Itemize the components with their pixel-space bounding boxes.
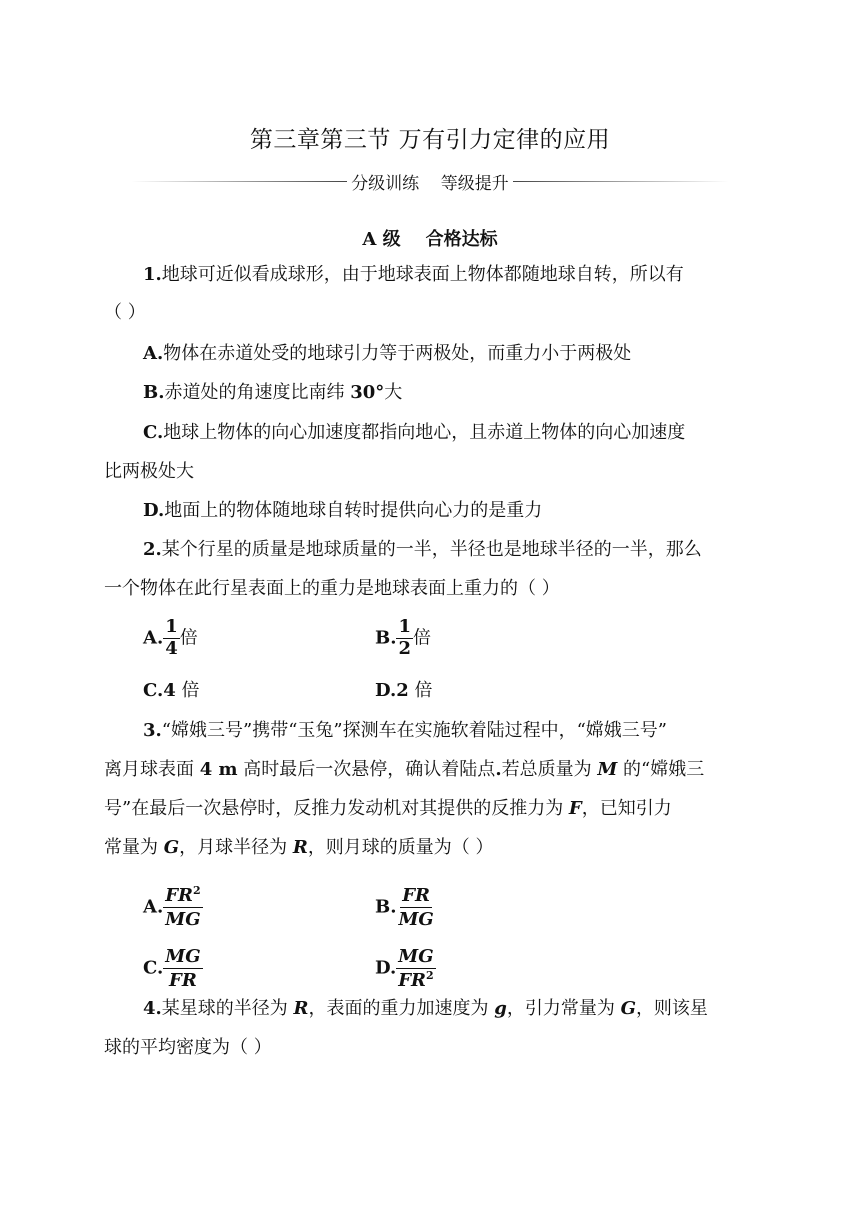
fraction-numerator: 1 <box>165 616 178 637</box>
fraction-denominator <box>396 908 435 930</box>
question-2-number: 2. <box>143 539 162 560</box>
question-3-option-b <box>375 885 436 930</box>
numerator-text: MG <box>165 946 201 967</box>
option-text: 地球上物体的向心加速度都指向地心，且赤道上物体的向心加速度 <box>163 422 686 443</box>
question-3-line1 <box>143 718 803 744</box>
text-run: 某星球的半径为 <box>161 998 294 1019</box>
question-1-option-a <box>143 341 803 367</box>
option-tail: 大 <box>384 382 403 403</box>
question-1-option-b <box>143 380 803 406</box>
question-4-number: 4. <box>143 998 162 1019</box>
fraction-denominator <box>396 969 435 991</box>
question-3-line3 <box>104 796 764 822</box>
fraction <box>396 885 435 930</box>
denominator-text: FR <box>169 969 197 991</box>
question-1-stem-line2: （ ） <box>104 302 146 323</box>
denominator-text: FR <box>398 969 426 991</box>
variable-r: R <box>292 837 308 858</box>
option-label: C. <box>143 957 164 979</box>
question-3-line2 <box>104 757 764 783</box>
section-heading: A 级 合格达标 <box>362 229 498 250</box>
option-label: A. <box>143 343 164 364</box>
question-3-option-a <box>143 885 203 930</box>
fraction-numerator: 1 <box>398 616 412 637</box>
question-2-stem-text: 某个行星的质量是地球质量的一半，半径也是地球半径的一半，那么 <box>161 539 702 560</box>
option-label: D. <box>143 500 165 521</box>
option-text: 物体在赤道处受的地球引力等于两极处，而重力小于两极处 <box>163 343 632 364</box>
question-1-option-d <box>143 498 803 524</box>
question-2-option-a <box>143 618 198 659</box>
fraction <box>163 885 202 930</box>
option-label: A. <box>143 896 164 918</box>
variable-g: G <box>163 837 180 858</box>
question-1-option-c-continued: 比两极处大 <box>104 461 194 482</box>
divider-left <box>132 181 347 182</box>
question-3-line4 <box>104 835 764 861</box>
question-4-line2: 球的平均密度为（ ） <box>104 1037 272 1058</box>
variable-g: G <box>620 998 636 1019</box>
text-run: ，月球半径为 <box>179 837 293 858</box>
variable-r: R <box>293 998 309 1019</box>
option-suffix: 倍 <box>408 680 433 701</box>
option-label: B. <box>143 382 165 403</box>
option-number: 30° <box>350 382 385 403</box>
numerator-text: MG <box>398 946 434 967</box>
text-run: 若总质量为 <box>501 759 598 780</box>
variable-m: M <box>597 759 618 780</box>
text-run: ，则月球的质量为（ ） <box>307 837 494 858</box>
fraction-denominator: 4 <box>165 637 178 659</box>
exponent: 2 <box>425 968 434 982</box>
question-2-option-c <box>143 678 200 704</box>
option-value: 2 <box>396 680 409 701</box>
denominator-text: MG <box>398 908 434 930</box>
option-label: B. <box>375 627 397 649</box>
question-3-text: “嫦娥三号”携带“玉兔”探测车在实施软着陆过程中，“嫦娥三号” <box>161 720 668 741</box>
text-run: ，已知引力 <box>581 798 672 819</box>
page-subtitle: 分级训练 等级提升 <box>351 173 509 194</box>
text-run: ，引力常量为 <box>506 998 621 1019</box>
exponent: 2 <box>192 884 201 897</box>
text-run: 高时最后一次悬停，确认着陆点 <box>237 759 496 780</box>
variable-f: F <box>568 798 582 819</box>
question-2-stem-line2: 一个物体在此行星表面上的重力是地球表面上重力的（ ） <box>104 578 560 599</box>
question-4-line1 <box>143 996 803 1022</box>
fraction <box>163 946 202 991</box>
subtitle-row <box>132 168 728 194</box>
fraction <box>163 618 180 659</box>
option-suffix: 倍 <box>175 680 200 701</box>
fraction-denominator <box>163 908 202 930</box>
question-1-option-c <box>143 420 803 446</box>
text-run: . <box>495 759 502 780</box>
question-2-option-b <box>375 618 431 659</box>
divider-right <box>513 181 728 182</box>
text-run: 常量为 <box>104 837 164 858</box>
fraction-denominator: 2 <box>398 637 412 659</box>
option-value: 4 <box>163 680 176 701</box>
page-title: 第三章第三节 万有引力定律的应用 <box>249 127 611 153</box>
option-suffix: 倍 <box>179 627 198 649</box>
denominator-text: MG <box>165 908 201 930</box>
height-value: 4 m <box>199 759 238 780</box>
text-run: 号”在最后一次悬停时，反推力发动机对其提供的反推力为 <box>104 798 569 819</box>
question-3-number: 3. <box>143 720 162 741</box>
question-2-stem-line1 <box>143 537 803 563</box>
question-2-option-d <box>375 678 433 704</box>
option-label: C. <box>143 680 164 701</box>
fraction <box>396 946 435 991</box>
fraction-denominator <box>167 969 199 991</box>
option-label: D. <box>375 957 397 979</box>
option-label: B. <box>375 896 397 918</box>
text-run: ，表面的重力加速度为 <box>308 998 495 1019</box>
numerator-text: FR <box>165 885 193 906</box>
option-text: 地面上的物体随地球自转时提供向心力的是重力 <box>164 500 543 521</box>
option-text: 赤道处的角速度比南纬 <box>164 382 351 403</box>
fraction-numerator <box>163 885 202 908</box>
fraction-numerator <box>163 946 202 969</box>
text-run: 离月球表面 <box>104 759 200 780</box>
question-3-option-c <box>143 946 203 991</box>
text-run: ，则该星 <box>635 998 708 1019</box>
variable-g-small: g <box>494 998 507 1019</box>
question-1-stem-text: 地球可近似看成球形，由于地球表面上物体都随地球自转，所以有 <box>161 264 684 285</box>
option-label: A. <box>143 627 164 649</box>
question-1-number: 1. <box>143 264 162 285</box>
fraction-numerator <box>400 885 432 908</box>
fraction <box>396 618 413 659</box>
option-label: D. <box>375 680 397 701</box>
text-run: 的“嫦娥三 <box>617 759 705 780</box>
option-suffix: 倍 <box>413 627 432 649</box>
numerator-text: FR <box>402 885 430 906</box>
option-label: C. <box>143 422 164 443</box>
question-1-stem-line1 <box>143 262 803 288</box>
fraction-numerator <box>396 946 435 969</box>
question-3-option-d <box>375 946 436 991</box>
